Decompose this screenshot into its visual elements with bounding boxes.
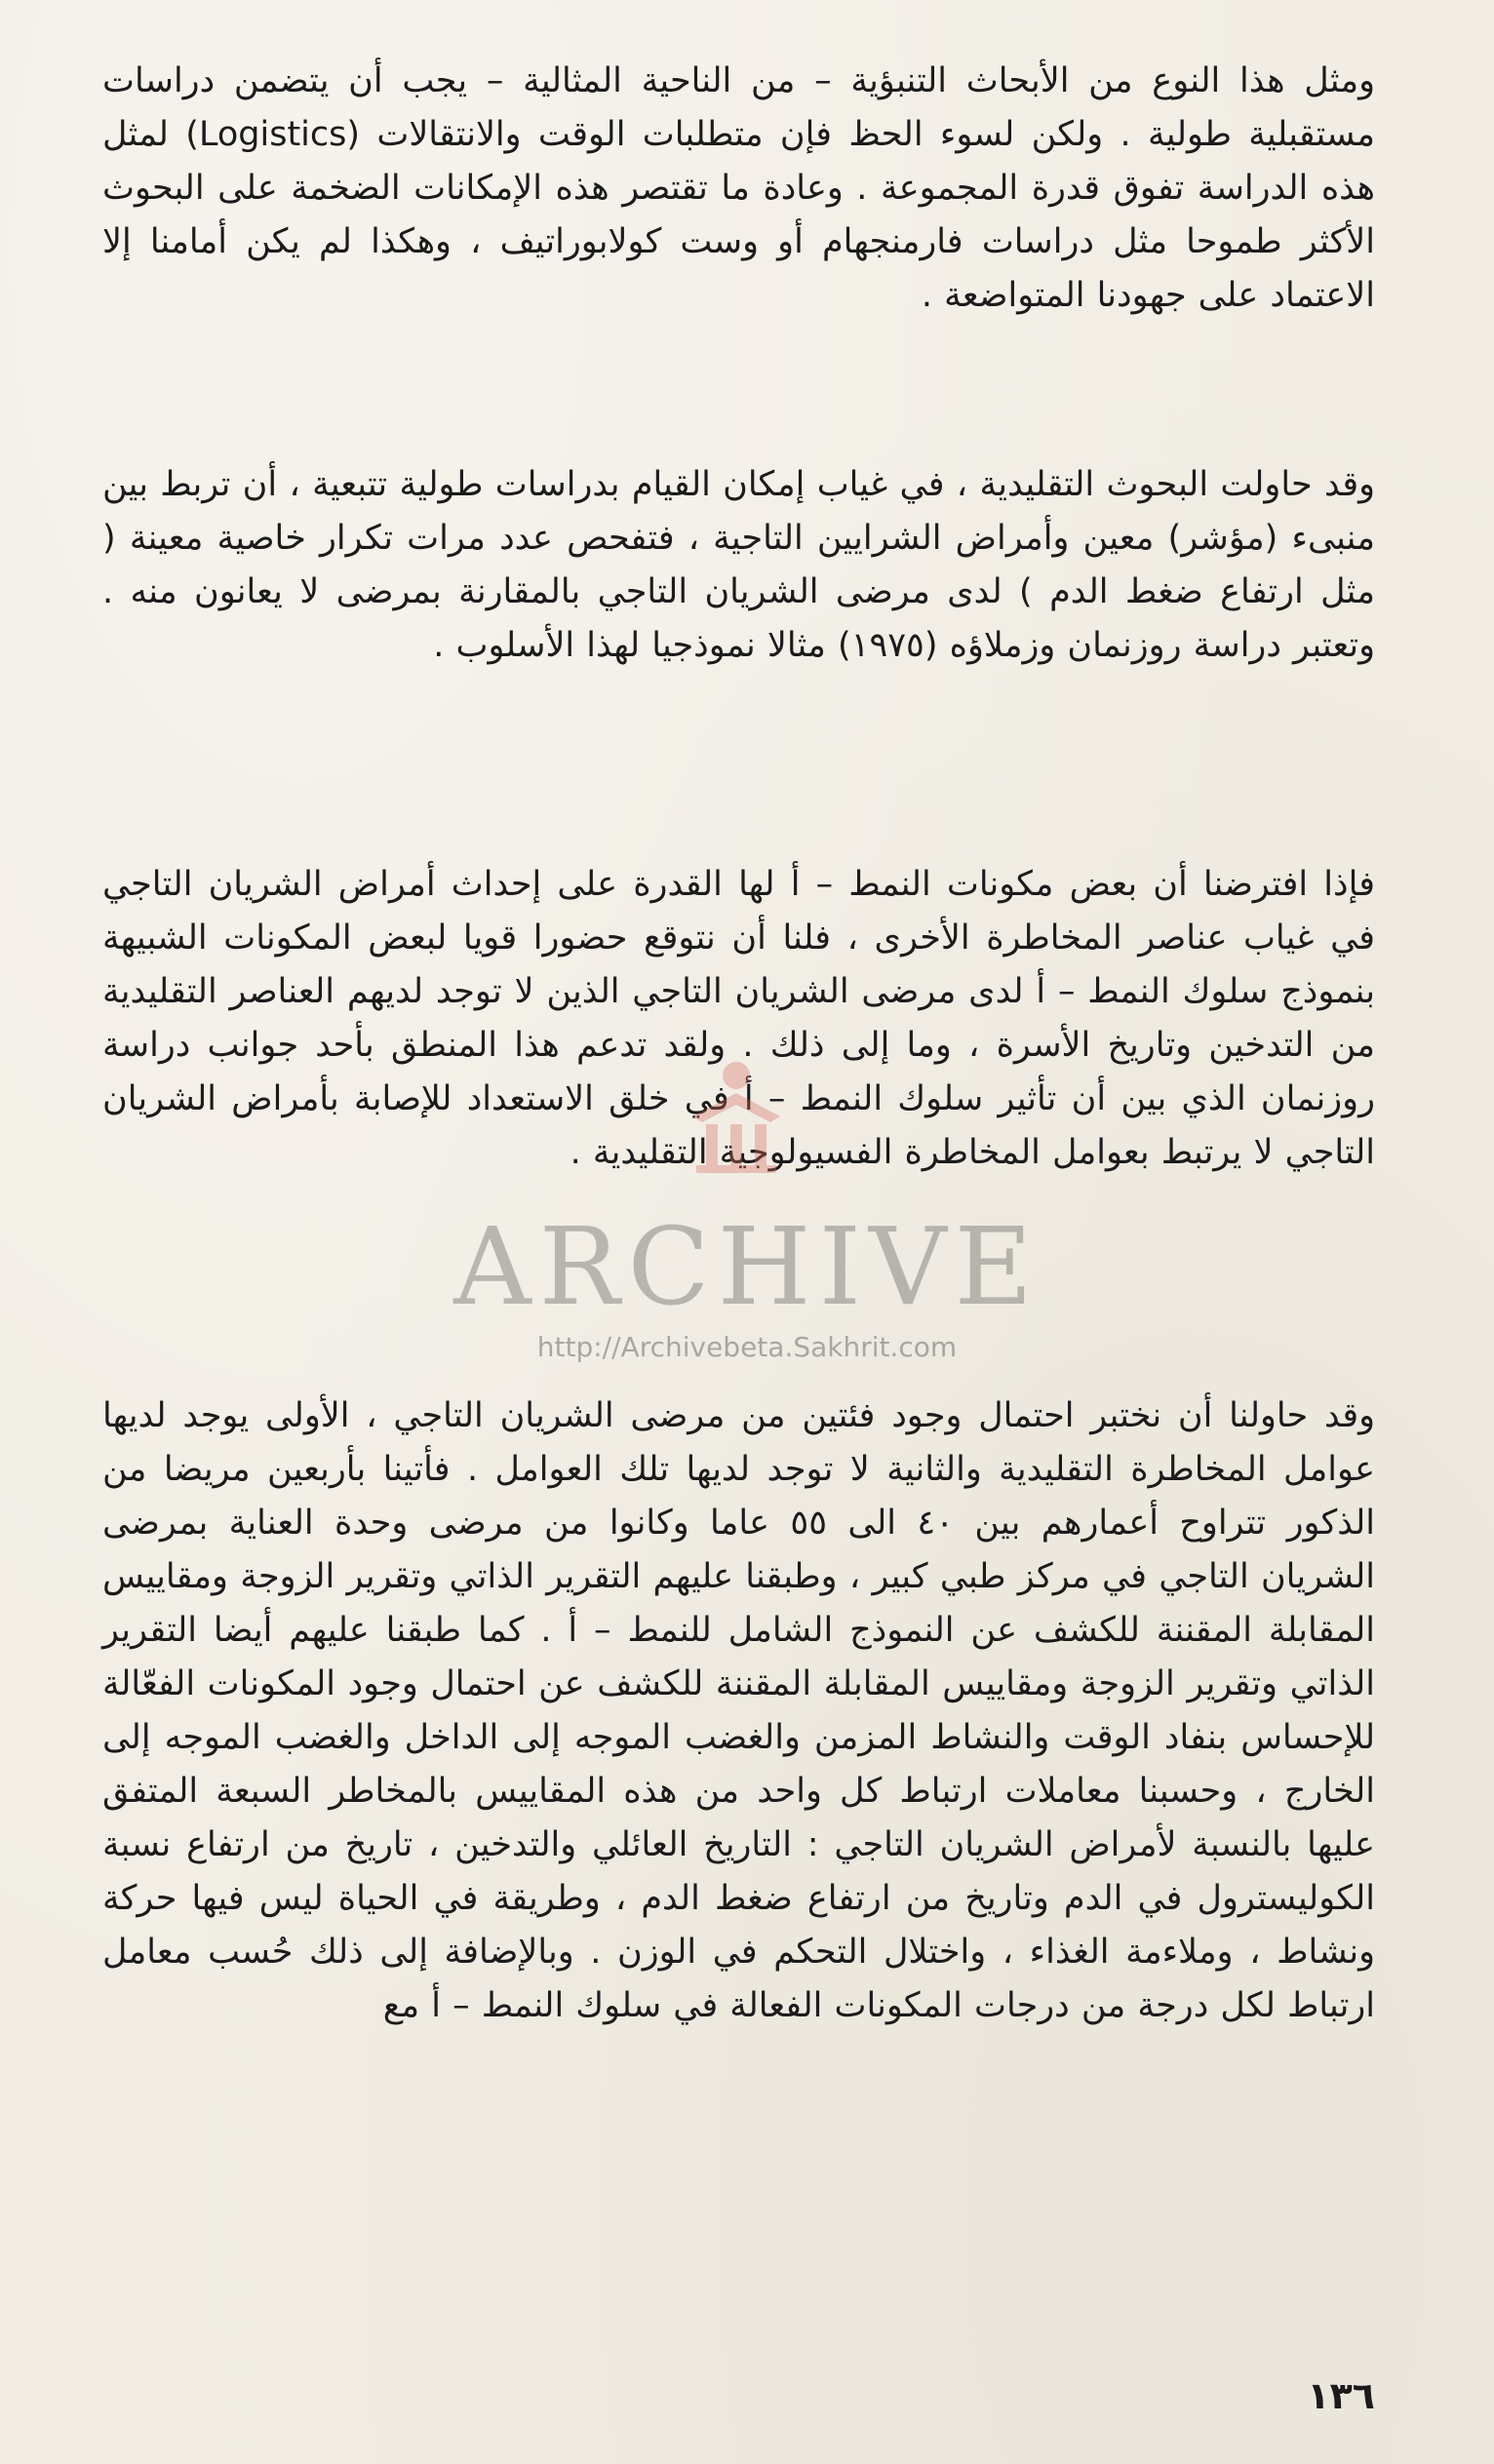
watermark-word: ARCHIVE xyxy=(453,1204,1041,1329)
paragraph-1-text: ومثل هذا النوع من الأبحاث التنبؤية – من الناحية المثالية – يجب أن يتضمن دراسات مستقبلية طولية . ولكن لسوء الحظ فإن متطلبات الوقت والانتقالات (Logistics) لمثل هذه الدراسة تفوق قدرة المجموعة . وعادة ما تقتصر هذه الإمكانات الضخمة على البحوث الأكثر طموحا مثل دراسات فارمنجهام أو وست كولابوراتيف ، وهكذا لم يكن أمامنا إلا الاعتماد على جهودنا المتواضعة . xyxy=(102,61,1375,315)
watermark-url: http://Archivebeta.Sakhrit.com xyxy=(536,1331,958,1363)
paragraph-2 xyxy=(102,458,1375,673)
paragraph-4 xyxy=(102,1389,1375,2033)
paragraph-3-text: فإذا افترضنا أن بعض مكونات النمط – أ لها القدرة على إحداث أمراض الشريان التاجي في غياب عناصر المخاطرة الأخرى ، فلنا أن نتوقع حضورا قويا لبعض المكونات الشبيهة بنموذج سلوك النمط – أ لدى مرضى الشريان التاجي الذين لا توجد لديهم العناصر التقليدية من التدخين وتاريخ الأسرة ، وما إلى ذلك . ولقد تدعم هذا المنطق بأحد جوانب دراسة روزنمان الذي بين أن تأثير سلوك النمط – أ في خلق الاستعداد للإصابة بأمراض الشريان التاجي لا يرتبط بعوامل المخاطرة الفسيولوجية التقليدية . xyxy=(102,865,1375,1172)
paragraph-1 xyxy=(102,55,1375,323)
page-number: ١٣٦ xyxy=(1307,2374,1375,2417)
paragraph-4-text: وقد حاولنا أن نختبر احتمال وجود فئتين من مرضى الشريان التاجي ، الأولى يوجد لديها عوامل المخاطرة التقليدية والثانية لا توجد لديها تلك العوامل . فأتينا بأربعين مريضا من الذكور تتراوح أعمارهم بين ٤٠ الى ٥٥ عاما وكانوا من مرضى وحدة العناية بمرضى الشريان التاجي في مركز طبي كبير ، وطبقنا عليهم التقرير الذاتي وتقرير الزوجة ومقاييس المقابلة المقننة للكشف عن النموذج الشامل للنمط – أ . كما طبقنا عليهم أيضا التقرير الذاتي وتقرير الزوجة ومقاييس المقابلة المقننة للكشف عن احتمال وجود المكونات الفعّالة للإحساس بنفاد الوقت والنشاط المزمن والغضب الموجه إلى الداخل والغضب الموجه إلى الخارج ، وحسبنا معاملات ارتباط كل واحد من هذه المقاييس بالمخاطر السبعة المتفق عليها بالنسبة لأمراض الشريان التاجي : التاريخ العائلي والتدخين ، تاريخ من ارتفاع نسبة الكوليسترول في الدم وتاريخ من ارتفاع ضغط الدم ، وطريقة في الحياة ليس فيها حركة ونشاط ، وملاءمة الغذاء ، واختلال التحكم في الوزن . وبالإضافة إلى ذلك حُسب معامل ارتباط لكل درجة من درجات المكونات الفعالة في سلوك النمط – أ مع xyxy=(102,1396,1375,2025)
paragraph-2-text: وقد حاولت البحوث التقليدية ، في غياب إمكان القيام بدراسات طولية تتبعية ، أن تربط بين منبىء (مؤشر) معين وأمراض الشرايين التاجية ، فتفحص عدد مرات تكرار خاصية معينة ( مثل ارتفاع ضغط الدم ) لدى مرضى الشريان التاجي بالمقارنة بمرضى لا يعانون منه . وتعتبر دراسة روزنمان وزملاؤه (١٩٧٥) مثالا نموذجيا لهذا الأسلوب . xyxy=(102,465,1375,665)
paragraph-3 xyxy=(102,858,1375,1180)
